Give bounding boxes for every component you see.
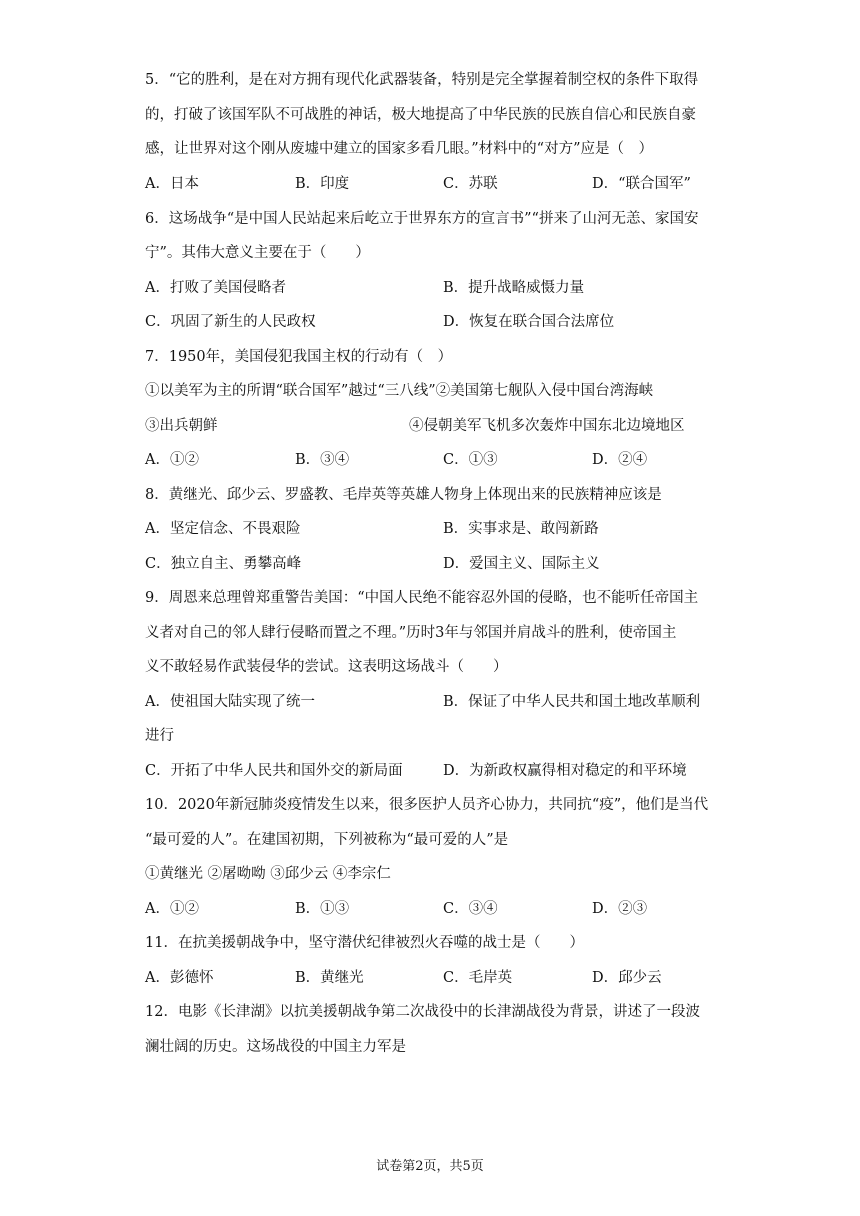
question-5-option-a[interactable]: A．日本 (145, 176, 199, 192)
question-9-option-a[interactable]: A．使祖国大陆实现了统一 (145, 694, 315, 710)
question-10-option-d[interactable]: D．②③ (592, 901, 648, 917)
question-10-line-2: “最可爱的人”。在建国初期，下列被称为“最可爱的人”是 (145, 832, 509, 848)
question-8-option-b[interactable]: B．实事求是、敢闯新路 (443, 521, 599, 537)
question-11-option-a[interactable]: A．彭德怀 (145, 970, 214, 986)
question-11-option-d[interactable]: D．邱少云 (592, 970, 662, 986)
question-10-option-b[interactable]: B．①③ (295, 901, 350, 917)
question-7-line-1: 7．1950年，美国侵犯我国主权的行动有（ ） (145, 349, 453, 365)
question-8-option-a[interactable]: A．坚定信念、不畏艰险 (145, 521, 301, 537)
question-6-option-a[interactable]: A．打败了美国侵略者 (145, 280, 286, 296)
question-9-line-3: 义不敢轻易作武装侵华的尝试。这表明这场战斗（ ） (145, 659, 508, 675)
question-9-option-b[interactable]: B．保证了中华人民共和国土地改革顺利 (443, 694, 701, 710)
question-7-option-d[interactable]: D．②④ (592, 452, 648, 468)
question-8-option-d[interactable]: D．爱国主义、国际主义 (443, 556, 600, 572)
question-7-item-4: ④侵朝美军飞机多次轰炸中国东北边境地区 (409, 418, 685, 434)
question-9-line-2: 义者对自己的邻人肆行侵略而置之不理。”历时3年与邻国并肩战斗的胜利，使帝国主 (145, 625, 677, 641)
question-10-line-3: ①黄继光 ②屠呦呦 ③邱少云 ④李宗仁 (145, 866, 391, 882)
question-11-option-c[interactable]: C．毛岸英 (443, 970, 513, 986)
question-10-option-c[interactable]: C．③④ (443, 901, 498, 917)
question-7-option-b[interactable]: B．③④ (295, 452, 350, 468)
question-6-option-b[interactable]: B．提升战略威慑力量 (443, 280, 585, 296)
question-6-line-2: 宁”。其伟大意义主要在于（ ） (145, 245, 370, 261)
question-8-option-c[interactable]: C．独立自主、勇攀高峰 (145, 556, 302, 572)
question-8-line-1: 8．黄继光、邱少云、罗盛教、毛岸英等英雄人物身上体现出来的民族精神应该是 (145, 487, 662, 503)
question-5-option-b[interactable]: B．印度 (295, 176, 350, 192)
question-5-option-d[interactable]: D．“联合国军” (592, 176, 691, 192)
question-5-option-c[interactable]: C．苏联 (443, 176, 498, 192)
question-9-option-b-continued: 进行 (145, 728, 174, 744)
question-9-option-d[interactable]: D．为新政权赢得相对稳定的和平环境 (443, 763, 687, 779)
question-7-item-3: ③出兵朝鲜 (145, 418, 218, 434)
question-10-option-a[interactable]: A．①② (145, 901, 199, 917)
question-9-line-1: 9．周恩来总理曾郑重警告美国：“中国人民绝不能容忍外国的侵略，也不能听任帝国主 (145, 590, 699, 606)
question-7-option-a[interactable]: A．①② (145, 452, 199, 468)
question-6-option-d[interactable]: D．恢复在联合国合法席位 (443, 314, 615, 330)
question-6-line-1: 6．这场战争“是中国人民站起来后屹立于世界东方的宣言书”“拼来了山河无恙、家国安 (145, 211, 699, 227)
question-7-line-2: ①以美军为主的所谓“联合国军”越过“三八线”②美国第七舰队入侵中国台湾海峡 (145, 383, 654, 399)
question-6-option-c[interactable]: C．巩固了新生的人民政权 (145, 314, 316, 330)
question-11-option-b[interactable]: B．黄继光 (295, 970, 364, 986)
question-7-option-c[interactable]: C．①③ (443, 452, 498, 468)
question-5-line-1: 5．“它的胜利，是在对方拥有现代化武器装备，特别是完全掌握着制空权的条件下取得 (145, 72, 699, 88)
question-5-line-2: 的，打破了该国军队不可战胜的神话，极大地提高了中华民族的民族自信心和民族自豪 (145, 107, 696, 123)
question-10-line-1: 10．2020年新冠肺炎疫情发生以来，很多医护人员齐心协力，共同抗“疫”，他们是当代 (145, 797, 709, 813)
page-number-footer: 试卷第2页，共5页 (376, 1159, 484, 1174)
question-9-option-c[interactable]: C．开拓了中华人民共和国外交的新局面 (145, 763, 403, 779)
question-12-line-1: 12．电影《长津湖》以抗美援朝战争第二次战役中的长津湖战役为背景，讲述了一段波 (145, 1004, 700, 1020)
question-11-line-1: 11．在抗美援朝战争中，坚守潜伏纪律被烈火吞噬的战士是（ ） (145, 935, 584, 951)
question-12-line-2: 澜壮阔的历史。这场战役的中国主力军是 (145, 1039, 406, 1055)
question-5-line-3: 感，让世界对这个刚从废墟中建立的国家多看几眼。”材料中的“对方”应是（ ） (145, 141, 653, 157)
